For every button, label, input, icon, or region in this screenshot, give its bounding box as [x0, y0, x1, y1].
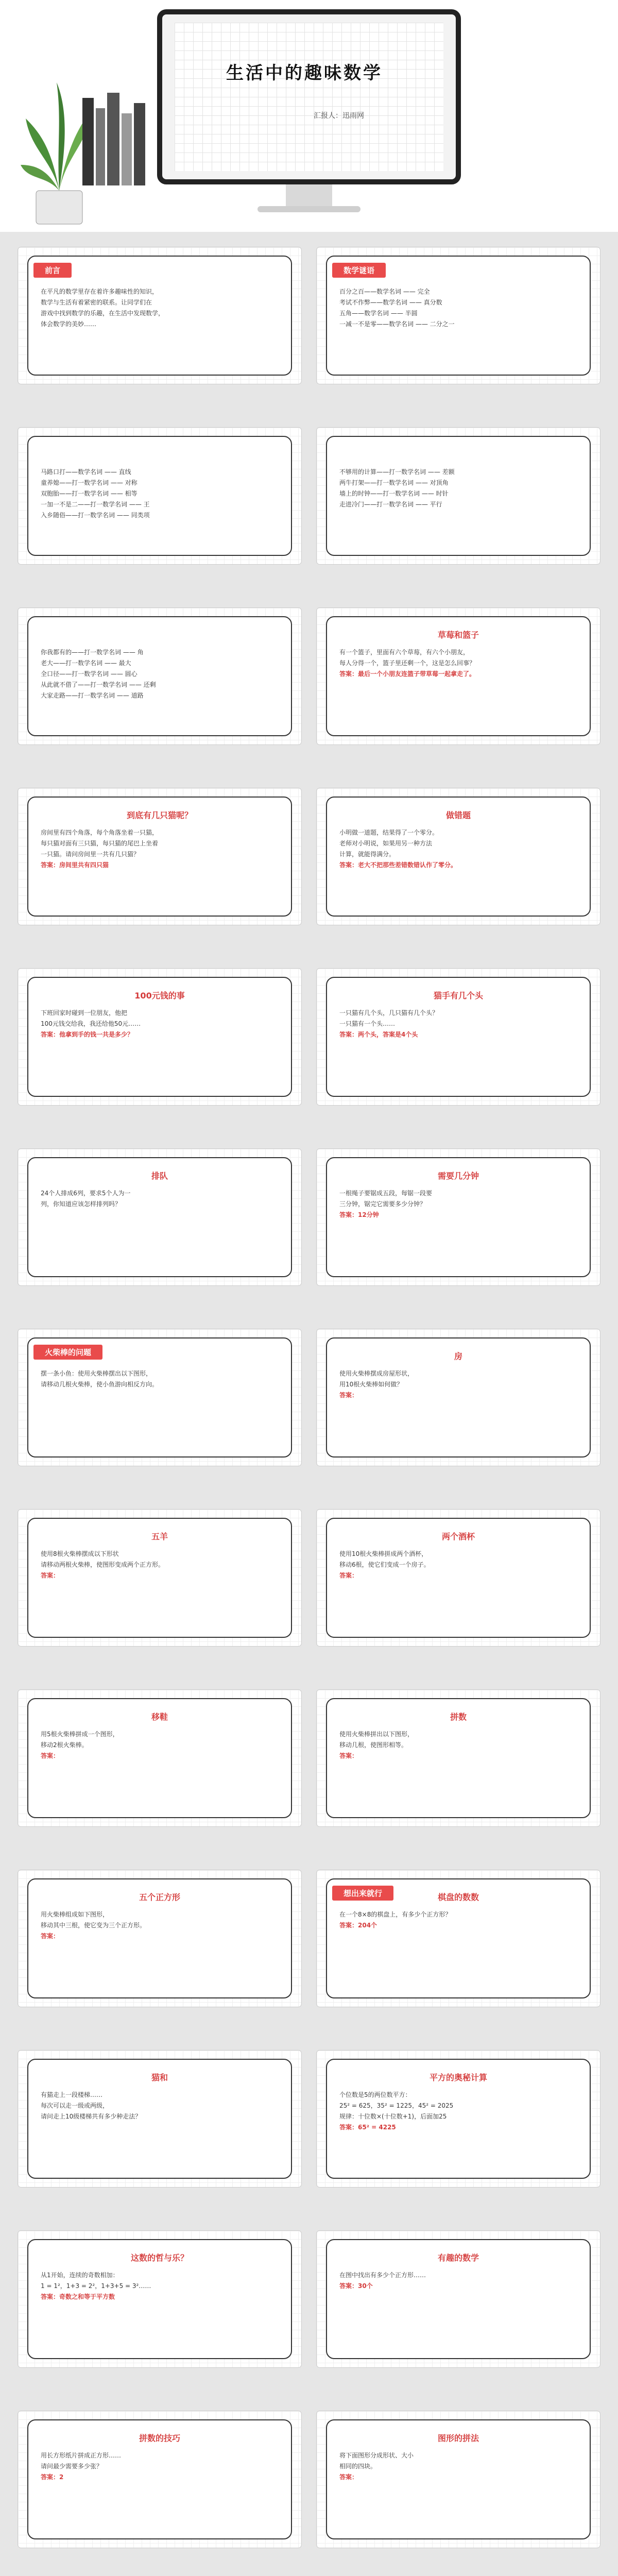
slide-line: 一只猫。请问房间里一共有几只猫？: [41, 851, 140, 858]
slide-line: 每次可以走一级或两级，: [41, 2102, 109, 2109]
slide-line: 100元钱交给我，我还给他50元……: [41, 1020, 141, 1027]
slide-line: 每只猫对面有三只猫，每只猫的尾巴上坐着: [41, 840, 159, 847]
slide-line: 请移动几根火柴棒，使小鱼游向相反方向。: [41, 1381, 159, 1388]
slide-body: [339, 1729, 577, 1761]
slide-answer: 答案：12分钟: [339, 1211, 379, 1218]
slide-line: 个位数是5的两位数平方：: [339, 2091, 411, 2098]
slide-body: [41, 1909, 279, 1942]
slide-body: [41, 647, 279, 701]
slide-answer: 答案：30个: [339, 2282, 373, 2290]
slide-answer: 答案：: [41, 1572, 60, 1579]
slide-body: [339, 1188, 577, 1221]
slide: [317, 2050, 600, 2187]
slide-body: [41, 2270, 279, 2302]
slide-line: 将下面图形分成形状、大小: [339, 2452, 414, 2459]
slide-line: 童养媳——打一数学名词 —— 对称: [41, 479, 138, 486]
slide-line: 使用火柴棒拼出以下图形，: [339, 1731, 414, 1738]
slide-card: [326, 2419, 591, 2539]
slide-body: [41, 1729, 279, 1761]
slide: [317, 247, 600, 384]
slide-card: [326, 436, 591, 556]
slide-title: 这数的哲与乐？: [130, 2253, 188, 2263]
slide-title: 100元钱的事: [134, 991, 185, 1001]
slide-title: 草莓和篮子: [437, 630, 479, 640]
slide-title: 到底有几只猫呢？: [126, 810, 193, 820]
slide-body: [41, 467, 279, 521]
slide-line: 用5根火柴棒拼成一个图形，: [41, 1731, 119, 1738]
slide-line: 摆一条小鱼：使用火柴棒摆出以下图形，: [41, 1370, 152, 1377]
slide-line: 用10根火柴棒如何做？: [339, 1381, 403, 1388]
slide-line: 一根绳子要锯成五段，每锯一段要: [339, 1190, 433, 1197]
slide-line: 百分之百——数学名词 —— 完全: [339, 288, 430, 295]
slide-answer: 答案：: [339, 2473, 358, 2481]
slide-body: [339, 1549, 577, 1581]
slide-line: 24个人排成6列，要求5个人为一: [41, 1190, 131, 1197]
slide-body: [41, 286, 279, 330]
slide: [18, 1690, 301, 1826]
slide-line: 从1开始，连续的奇数相加：: [41, 2272, 119, 2279]
slide-line: 数学与生活有着紧密的联系。让同学们在: [41, 299, 152, 306]
slide-body: [339, 2090, 577, 2133]
slide-card: [326, 256, 591, 376]
slide-line: 移动其中三根，使它变为三个正方形。: [41, 1922, 146, 1929]
slide-line: 墙上的时钟——打一数学名词 —— 时针: [339, 490, 449, 497]
slide-tag: 火柴棒的问题: [33, 1345, 102, 1360]
slide-line: 使用火柴棒摆成房屋形状，: [339, 1370, 414, 1377]
slide-line: 在一个8×8的棋盘上，有多少个正方形？: [339, 1911, 452, 1918]
slide-tag: 想出来就行: [332, 1886, 393, 1901]
slide-answer: 答案：204个: [339, 1922, 377, 1929]
books-illustration: [77, 82, 154, 185]
slide: [18, 247, 301, 384]
slide: [18, 428, 301, 564]
slide-card: [326, 1878, 591, 1998]
slide-line: 25² = 625，35² = 1225，45² = 2025: [339, 2102, 454, 2109]
slide-title: 需要几分钟: [437, 1171, 479, 1181]
slide-card: [27, 2059, 292, 2179]
slide-card: [326, 2059, 591, 2179]
slide-line: 在平凡的数学里存在着许多趣味性的知识，: [41, 288, 159, 295]
slide-title: 房: [454, 1351, 462, 1361]
slide-line: 移动6根，使它们变成一个房子。: [339, 1561, 430, 1568]
slide-line: 规律：十位数×(十位数+1)，后面加25: [339, 2113, 447, 2120]
slide-title: 拼数的技巧: [139, 2433, 180, 2443]
slide: [18, 608, 301, 744]
slide-title: 五个正方形: [139, 1892, 180, 1902]
slide: [317, 1870, 600, 2007]
slide-line: 计算，就能得满分。: [339, 851, 396, 858]
slide-line: 从此就不借了——打一数学名词 —— 还剩: [41, 681, 156, 688]
slide-answer: 答案：最后一个小朋友连篮子带草莓一起拿走了。: [339, 670, 476, 677]
slide-body: [41, 827, 279, 871]
slide-answer: 答案：两个头，答案是4个头: [339, 1031, 418, 1038]
slide-line: 三分钟，锯完它需要多少分钟？: [339, 1200, 426, 1208]
slide-line: 老大——打一数学名词 —— 最大: [41, 659, 131, 667]
slide-card: [326, 616, 591, 736]
slide-line: 有猫走上一段楼梯……: [41, 2091, 103, 2098]
slide: [317, 608, 600, 744]
slide: [18, 1329, 301, 1466]
slide-card: [27, 616, 292, 736]
slide-line: 使用8根火柴棒摆成以下形状: [41, 1550, 119, 1557]
slide-line: 考试不作弊——数学名词 —— 真分数: [339, 299, 442, 306]
slide-body: [41, 2090, 279, 2122]
slide-card: [27, 1518, 292, 1638]
slide-card: [27, 1157, 292, 1277]
slide-line: 双胞胎——打一数学名词 —— 相等: [41, 490, 138, 497]
hero-section: [0, 0, 618, 232]
slide-line: 两牛打架——打一数学名词 —— 对顶角: [339, 479, 449, 486]
slide: [18, 1870, 301, 2007]
slide-line: 一加一不是二——打一数学名词 —— 王: [41, 501, 150, 508]
slide: [317, 788, 600, 925]
slide-card: [326, 1337, 591, 1458]
slide: [18, 2050, 301, 2187]
slide-card: [27, 796, 292, 917]
slide-body: [41, 1549, 279, 1581]
slide-line: 下班回家时碰到一位朋友，他把: [41, 1009, 128, 1016]
slide-line: 一只猫有几个头，几只猫有几个头？: [339, 1009, 439, 1016]
slide-answer: 答案：: [41, 1933, 60, 1940]
slide-title: 两个酒杯: [441, 1532, 475, 1541]
slide-body: [339, 467, 577, 510]
slide-line: 五角——数学名词 —— 半圆: [339, 310, 418, 317]
slide-line: 相同的四块。: [339, 2463, 377, 2470]
slide-line: 一只猫有一个头……: [339, 1020, 396, 1027]
slide-line: 老师对小明说，如果用另一种方法: [339, 840, 433, 847]
slide-line: 房间里有四个角落，每个角落坐着一只猫，: [41, 829, 159, 836]
slide-answer: 答案：2: [41, 2473, 64, 2481]
slide-answer: 答案：: [41, 1752, 60, 1759]
slide-body: [339, 647, 577, 680]
slide-answer: 答案：: [339, 1572, 358, 1579]
hero-author: 汇报人：迅雨网: [314, 112, 364, 120]
slide: [317, 969, 600, 1105]
slide-card: [27, 436, 292, 556]
slide-title: 图形的拼法: [437, 2433, 479, 2443]
slide-line: 用火柴棒组成如下图形，: [41, 1911, 109, 1918]
slide-body: [339, 827, 577, 871]
slide-title: 拼数: [450, 1712, 467, 1722]
slide-card: [326, 1698, 591, 1818]
slide-body: [339, 2270, 577, 2292]
slide-line: 列，你知道应该怎样排列吗？: [41, 1200, 122, 1208]
slide-answer: 答案：老大不把那些差错数错认作了零分。: [339, 861, 457, 869]
hero-title: 生活中的趣味数学: [226, 63, 383, 83]
slide-card: [326, 1518, 591, 1638]
slide-line: 用长方形纸片拼成正方形……: [41, 2452, 122, 2459]
slide-line: 你我都有的——打一数学名词 —— 角: [41, 649, 144, 656]
slide: [317, 1690, 600, 1826]
slide-answer: 答案：: [339, 1392, 358, 1399]
slide: [18, 788, 301, 925]
slide: [18, 2411, 301, 2548]
slide-line: 马路口打——数学名词 —— 直线: [41, 468, 131, 476]
slide-card: [27, 2419, 292, 2539]
monitor-frame: [157, 9, 461, 184]
slide-tag: 数学谜语: [332, 263, 386, 278]
slide-tag: 前言: [33, 263, 72, 278]
slide-card: [27, 256, 292, 376]
slide-card: [27, 977, 292, 1097]
slide-line: 体会数学的美妙……: [41, 320, 97, 328]
slide: [317, 2411, 600, 2548]
slide-line: 一减一不是零——数学名词 —— 二分之一: [339, 320, 455, 328]
slide-line: 使用10根火柴棒拼成两个酒杯，: [339, 1550, 428, 1557]
slide-line: 请问最少需要多少张？: [41, 2463, 103, 2470]
slide: [317, 1329, 600, 1466]
slide-body: [339, 1909, 577, 1931]
slide-body: [339, 1008, 577, 1040]
slide-body: [41, 1368, 279, 1390]
slide-card: [326, 977, 591, 1097]
slide-title: 五羊: [151, 1532, 168, 1541]
slide-card: [27, 1878, 292, 1998]
slide-line: 在图中找出有多少个正方形……: [339, 2272, 426, 2279]
slide-body: [339, 2450, 577, 2483]
slide-answer: 答案：奇数之和等于平方数: [41, 2293, 115, 2300]
slide-title: 平方的奥秘计算: [429, 2073, 487, 2082]
slide-card: [27, 1698, 292, 1818]
slide-line: 移动2根火柴棒。: [41, 1741, 88, 1749]
slide-body: [41, 1008, 279, 1040]
slide: [18, 1149, 301, 1285]
slide: [317, 2231, 600, 2367]
slide-answer: 答案：65² = 4225: [339, 2124, 396, 2131]
slide-line: 入乡随俗——打一数学名词 —— 同类项: [41, 512, 150, 519]
slide: [18, 1510, 301, 1646]
slide-line: 移动几根，使图形相等。: [339, 1741, 408, 1749]
slide-line: 1 = 1²，1+3 = 2²，1+3+5 = 3²……: [41, 2282, 151, 2290]
slide-line: 不够用的计算——打一数学名词 —— 差额: [339, 468, 455, 476]
slide-title: 有趣的数学: [437, 2253, 479, 2263]
slide: [317, 1149, 600, 1285]
slide-title: 移鞋: [151, 1712, 168, 1722]
slide: [18, 969, 301, 1105]
slide-line: 请问走上10级楼梯共有多少种走法？: [41, 2113, 142, 2120]
slide-line: 每人分得一个，篮子里还剩一个，这是怎么回事？: [339, 659, 476, 667]
slide-line: 走进冷门——打一数学名词 —— 平行: [339, 501, 442, 508]
slide-title: 猫手有几个头: [433, 991, 483, 1001]
slide-line: 请移动两根火柴棒，使图形变成两个正方形。: [41, 1561, 165, 1568]
slide: [317, 1510, 600, 1646]
slide-line: 大家走路——打一数学名词 —— 道路: [41, 692, 144, 699]
slide-answer: 答案：房间里共有四只猫: [41, 861, 109, 869]
monitor-base: [258, 206, 360, 212]
slide-body: [339, 286, 577, 330]
slide-body: [41, 2450, 279, 2483]
slide-line: 全口径——打一数学名词 —— 圆心: [41, 670, 138, 677]
slide-title: 猫和: [151, 2073, 168, 2082]
slide-title: 排队: [151, 1171, 168, 1181]
slide-body: [41, 1188, 279, 1210]
slide-card: [326, 2239, 591, 2359]
slide-card: [326, 1157, 591, 1277]
slide: [317, 428, 600, 564]
slide-card: [326, 796, 591, 917]
slide-title: 棋盘的数数: [437, 1892, 479, 1902]
slide-answer: 答案：他拿到手的钱一共是多少？: [41, 1031, 134, 1038]
slide-line: 小明做一道题，结果得了一个零分。: [339, 829, 439, 836]
slide-body: [339, 1368, 577, 1401]
slide-line: 有一个篮子，里面有六个草莓，有六个小朋友，: [339, 649, 470, 656]
monitor-screen: [175, 23, 443, 171]
slide-card: [27, 2239, 292, 2359]
monitor-stand: [286, 184, 332, 208]
slide: [18, 2231, 301, 2367]
slide-answer: 答案：: [339, 1752, 358, 1759]
slide-card: [27, 1337, 292, 1458]
slide-line: 游戏中找到数学的乐趣，在生活中发现数学，: [41, 310, 165, 317]
slide-title: 做错题: [445, 810, 471, 820]
